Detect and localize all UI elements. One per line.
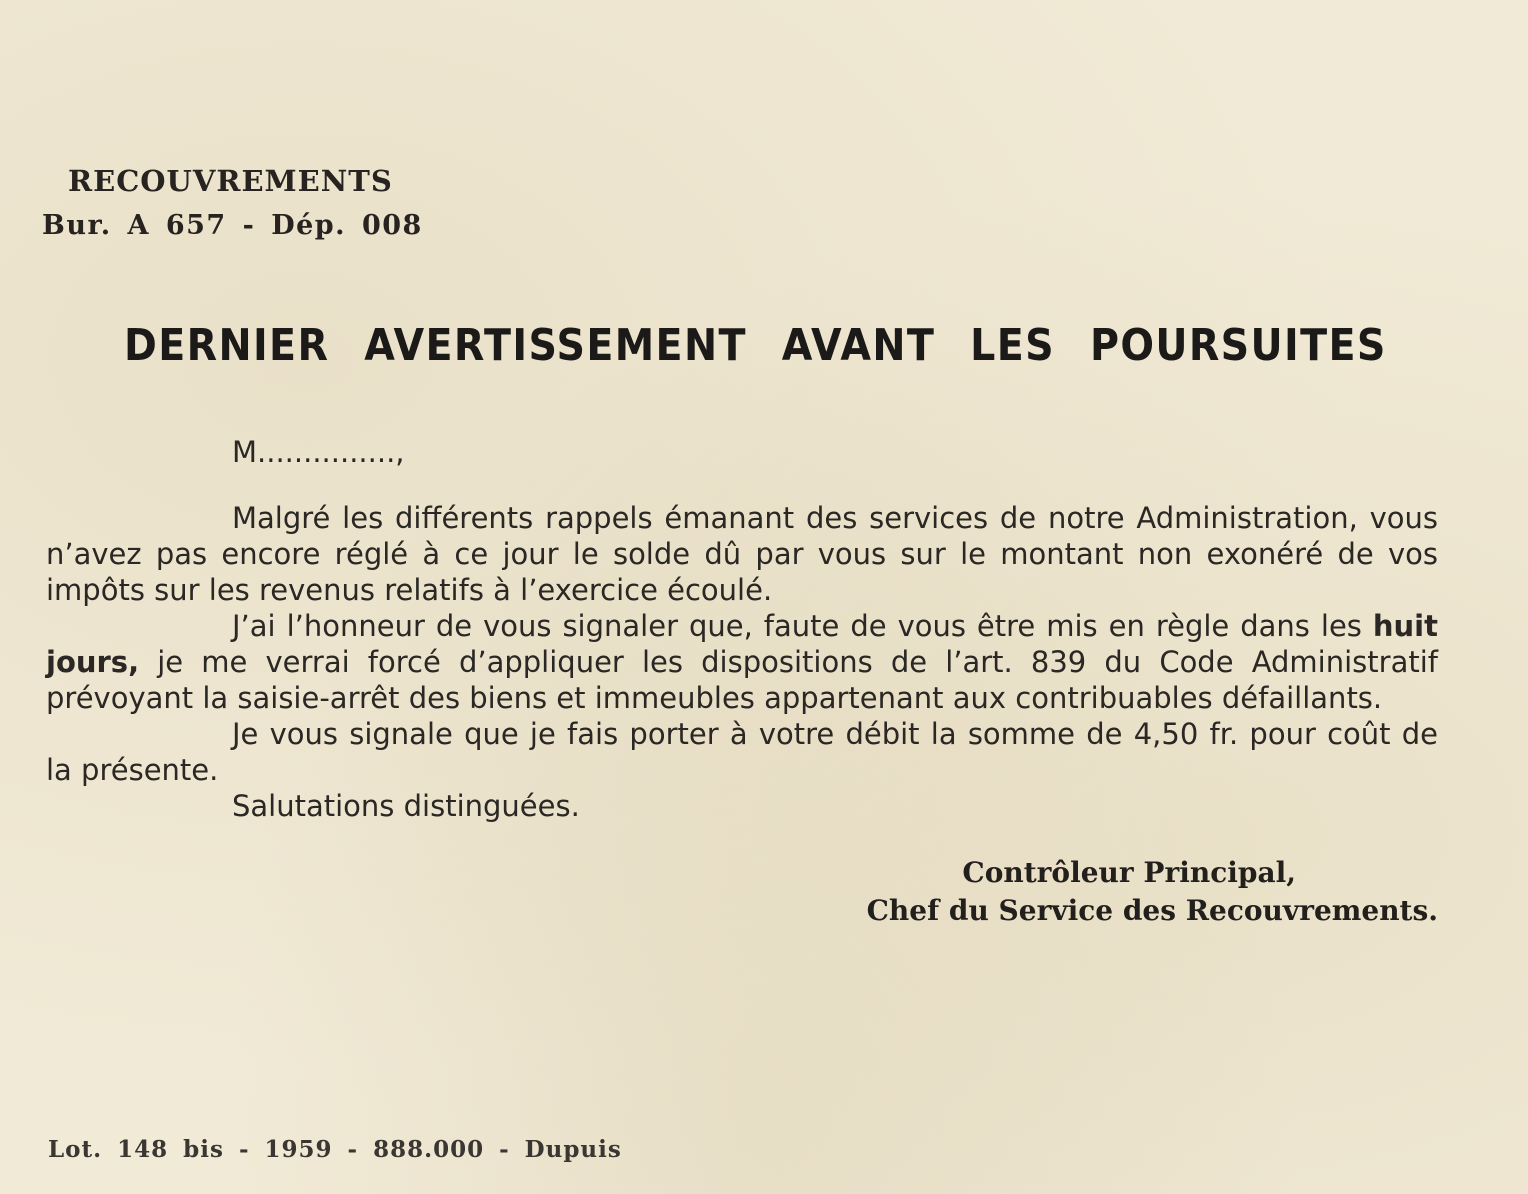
header-block [42,162,423,252]
print-footer: Lot. 148 bis - 1959 - 888.000 - Dupuis [48,1136,622,1163]
service-name: RECOUVREMENTS [68,164,393,198]
paragraph-fee: Je vous signale que je fais porter à votre débit la somme de 4,50 fr. pour coût de la présente. [46,717,1438,787]
paragraph-reminder: Malgré les différents rappels émanant des services de notre Administration, vous n’avez pas encore réglé à ce jour le solde dû par vous sur le montant non exonéré de vos impôts sur les revenus relatifs à l’exercice écoulé. [46,501,1438,607]
office-reference: Bur. A 657 - Dép. 008 [42,210,423,241]
notice-title: DERNIER AVERTISSEMENT AVANT LES POURSUITES [124,320,1387,371]
deadline-emphasis: huit jours, [46,609,1438,679]
addressee-line: M..............., [232,435,405,469]
closing-salutation: Salutations distinguées. [232,789,580,823]
signature-block [867,854,1438,930]
warning-text-end: je me verrai forcé d’appliquer les dispositions de l’art. 839 du Code Administratif prévoyant la saisie-arrêt des biens et immeubles appartenant aux contribuables défaillants. [46,645,1438,715]
signatory-title: Contrôleur Principal, [962,856,1296,889]
letter-body [46,430,1438,824]
paragraph-warning [46,608,1438,716]
warning-text-start: J’ai l’honneur de vous signaler que, faute de vous être mis en règle dans les [232,609,1373,643]
signatory-service: Chef du Service des Recouvrements. [866,894,1438,927]
